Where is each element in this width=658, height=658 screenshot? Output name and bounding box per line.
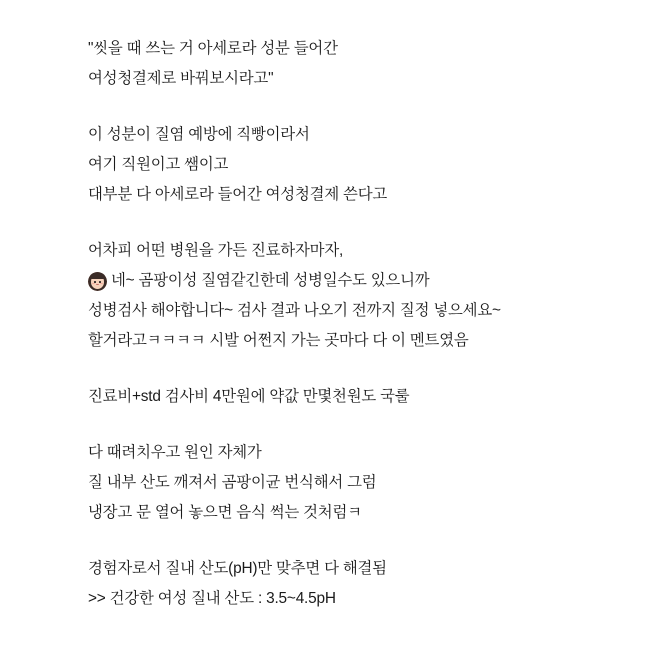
text-block-cause <box>88 438 618 528</box>
text-line: 할거라고ㅋㅋㅋㅋ 시발 어쩐지 가는 곳마다 다 이 멘트였음 <box>88 332 469 349</box>
text-line: 대부분 다 아세로라 들어간 여성청결제 쓴다고 <box>88 186 388 203</box>
text-line: 질 내부 산도 깨져서 곰팡이균 번식해서 그럼 <box>88 474 377 491</box>
woman-face-icon <box>88 272 107 291</box>
text-block-quote <box>88 34 618 94</box>
text-line: 냉장고 문 열어 놓으면 음식 썩는 것처럼ㅋ <box>88 504 362 521</box>
text-line: 여성청결제로 바꿔보시라고" <box>88 70 274 87</box>
text-line: 네~ 곰팡이성 질염같긴한데 성병일수도 있으니까 <box>111 272 430 289</box>
text-line: 다 때려치우고 원인 자체가 <box>88 444 262 461</box>
text-block-clinic-story <box>88 236 618 356</box>
text-block-recommendation <box>88 120 618 210</box>
text-block-conclusion <box>88 554 618 614</box>
text-line: 성병검사 해야합니다~ 검사 결과 나오기 전까지 질정 넣으세요~ <box>88 302 501 319</box>
text-line: 여기 직원이고 쌤이고 <box>88 156 229 173</box>
text-line: 어차피 어떤 병원을 가든 진료하자마자, <box>88 242 344 259</box>
text-line: 이 성분이 질염 예방에 직빵이라서 <box>88 126 310 143</box>
text-block-cost <box>88 382 618 412</box>
text-line: 진료비+std 검사비 4만원에 약값 만몇천원도 국룰 <box>88 388 410 405</box>
text-line: >> 건강한 여성 질내 산도 : 3.5~4.5pH <box>88 590 336 607</box>
text-line-with-emoji <box>88 266 618 296</box>
text-line: 경험자로서 질내 산도(pH)만 맞추면 다 해결됨 <box>88 560 387 577</box>
text-line: "씻을 때 쓰는 거 아세로라 성분 들어간 <box>88 40 338 57</box>
